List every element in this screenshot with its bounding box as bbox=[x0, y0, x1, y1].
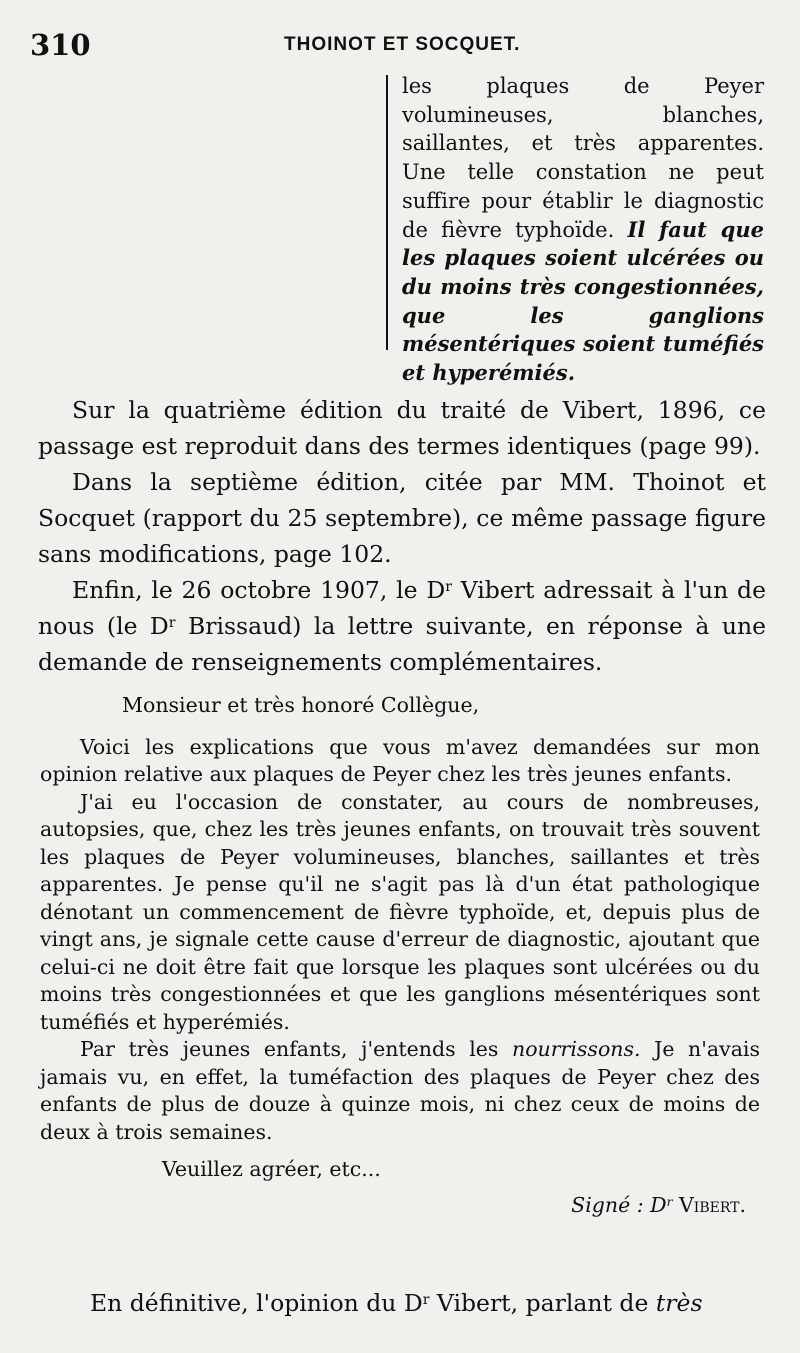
final-paragraph-text bbox=[38, 1285, 766, 1321]
column-rule bbox=[386, 75, 388, 350]
superscript: r bbox=[445, 578, 452, 595]
signature-label: Signé : D bbox=[571, 1192, 667, 1217]
final-part: Vibert, parlant de bbox=[429, 1289, 656, 1317]
paragraph-letter-intro bbox=[38, 572, 766, 680]
paragraph-letter-intro-part: Brissaud) la lettre suivante, en réponse à une demande de renseignements complémentaires. bbox=[38, 612, 766, 676]
superscript: r bbox=[422, 1291, 430, 1308]
paragraph-fourth-edition: Sur la quatrième édition du traité de Vibert, 1896, ce passage est reproduit dans des termes identiques (page 99). bbox=[38, 396, 766, 460]
paragraph-seventh-edition: Dans la septième édition, citée par MM. Thoinot et Socquet (rapport du 25 septembre), ce même passage figure sans modifications, page 102. bbox=[38, 468, 766, 568]
page-number: 310 bbox=[30, 28, 91, 62]
paragraph-letter-intro-part: Vibert adressait à l'un de nous (le D bbox=[38, 576, 767, 640]
letter-paragraph: J'ai eu l'occasion de constater, au cours de nombreuses, autopsies, que, chez les très jeunes enfants, on trouvait très souvent les plaques de Peyer volumineuses, blanches, saillantes et très apparentes. Je pense qu'il ne s'agit pas là d'un état pathologique dénotant un commencement de fièvre typhoïde, et, depuis plus de vingt ans, je signale cette cause d'erreur de diagnostic, ajoutant que celui-ci ne doit être fait que lorsque les plaques sont ulcérées ou du moins très congestionnées et que les ganglions mésentériques sont tuméfiés et hyperémiés. bbox=[40, 789, 760, 1034]
quoted-passage-text: les plaques de Peyer volumineuses, blanches, saillantes, et très apparentes. Une telle constation ne peut suffire pour établir le diagnostic de fièvre typhoïde. bbox=[402, 74, 764, 242]
letter-paragraph: Voici les explications que vous m'avez demandées sur mon opinion relative aux plaques de Peyer chez les très jeunes enfants. bbox=[40, 734, 760, 786]
paragraph-letter-intro-part: Enfin, le 26 octobre 1907, le D bbox=[72, 576, 446, 604]
letter-signature bbox=[40, 1192, 760, 1220]
superscript: r bbox=[666, 1194, 673, 1209]
letter-salutation: Monsieur et très honoré Collègue, bbox=[122, 693, 480, 717]
final-part: En définitive, l'opinion du D bbox=[90, 1289, 423, 1317]
quoted-letter bbox=[40, 692, 760, 1219]
letter-closing: Veuillez agréer, etc... bbox=[162, 1157, 381, 1181]
final-paragraph bbox=[38, 1285, 766, 1321]
letter-paragraph-part: Je n'avais jamais vu, en effet, la tuméfaction des plaques de Peyer chez des enfants de plus de douze à quinze mois, ni chez ceux de moins de deux à trois semaines. bbox=[40, 1037, 760, 1144]
quoted-passage bbox=[402, 72, 764, 388]
letter-emphasis: nourrissons. bbox=[512, 1037, 641, 1061]
signature-name: Vibert. bbox=[672, 1192, 746, 1217]
final-emphasis: très bbox=[655, 1289, 703, 1317]
letter-paragraph bbox=[40, 1036, 760, 1146]
letter-paragraph-part: Par très jeunes enfants, j'entends les bbox=[80, 1037, 512, 1061]
running-title: THOINOT ET SOCQUET. bbox=[284, 34, 521, 55]
quoted-passage-italic: Il faut que les plaques soient ulcérées ou du moins très congestionnées, que les ganglions mésentériques soient tuméfiés et hyperémiés. bbox=[402, 216, 764, 386]
body-text bbox=[38, 392, 766, 680]
page-header bbox=[30, 28, 760, 68]
superscript: r bbox=[168, 614, 176, 631]
